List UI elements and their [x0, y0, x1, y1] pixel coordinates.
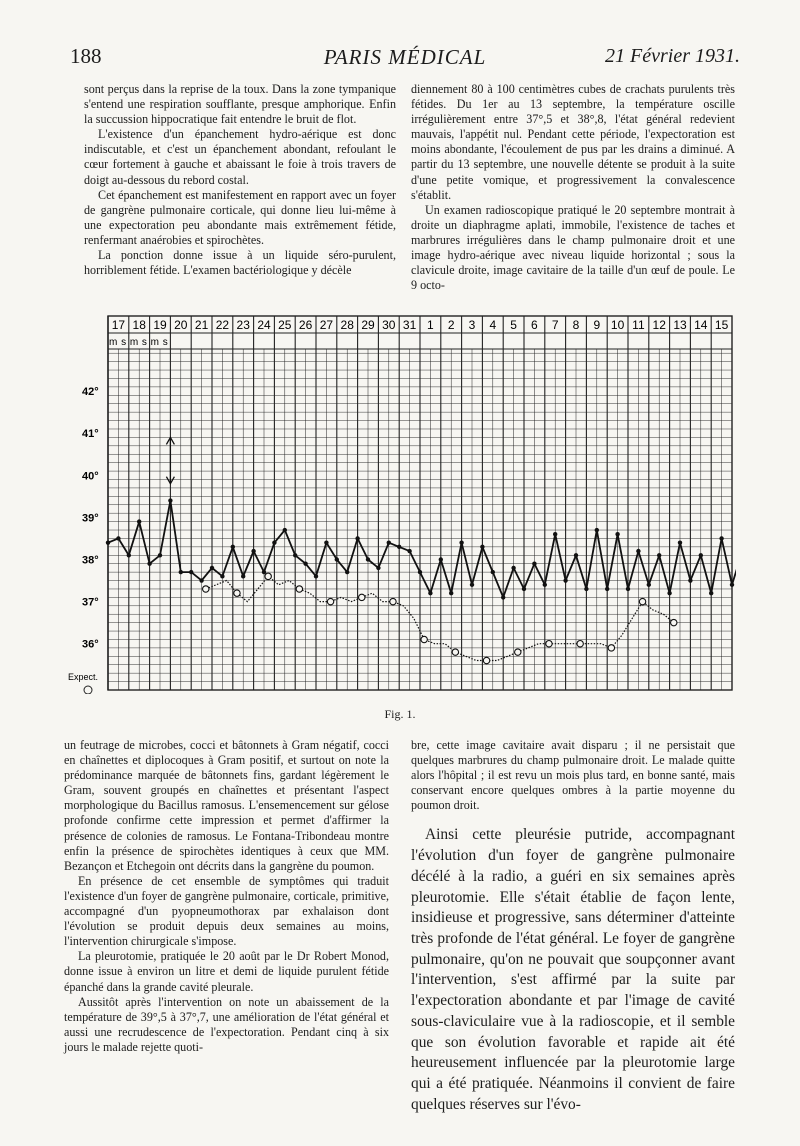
- pulse-point: [265, 573, 271, 579]
- paragraph: bre, cette image cavitaire avait disparu ; il ne persistait que quelques marbrures du champ pulmonaire droit. Le malade quitte alors l'hôpital ; il est revu un mois plus tard, en bonne santé, mais conservant encore quelques ombres à la partie moyenne du poumon droit.: [411, 738, 735, 813]
- temperature-point: [543, 583, 547, 587]
- day-label: 13: [673, 318, 687, 332]
- temperature-point: [491, 570, 495, 574]
- figure-caption: Fig. 1.: [384, 707, 416, 721]
- day-label: 28: [340, 318, 354, 332]
- temperature-point: [179, 570, 183, 574]
- temperature-point: [522, 587, 526, 591]
- column-top-right: [411, 82, 735, 293]
- temperature-point: [168, 498, 172, 502]
- pulse-point: [546, 640, 552, 646]
- day-label: 4: [489, 318, 497, 332]
- column-top-left: [84, 82, 396, 278]
- temperature-point: [730, 583, 734, 587]
- paragraph: Un examen radioscopique pratiqué le 20 septembre montrait à droite un diaphragme aplati, immobile, l'existence de taches et marbrures irrégulières dans le champ pulmonaire droit et une image hydro-aérique avec niveau liquide horizontal ; sous la clavicule droite, image cavitaire de la taille d'un œuf de poule. Le 9 octo-: [411, 202, 735, 293]
- temperature-point: [574, 553, 578, 557]
- pulse-point: [296, 586, 302, 592]
- temperature-point: [293, 553, 297, 557]
- paragraph: Aussitôt après l'intervention on note un abaissement de la température de 39°,5 à 37°,7, une amélioration de l'état général et aussi une recrudescence de l'expectoration. Pendant cinq à six jours le malade rejette quoti-: [64, 994, 389, 1054]
- temperature-point: [335, 557, 339, 561]
- temperature-point: [220, 574, 224, 578]
- expect-marker: [84, 686, 92, 694]
- temperature-point: [636, 549, 640, 553]
- day-label: 10: [610, 318, 625, 332]
- temperature-point: [231, 545, 235, 549]
- temperature-point: [595, 528, 599, 532]
- temperature-point: [563, 578, 567, 582]
- temperature-point: [137, 519, 141, 523]
- temperature-point: [584, 587, 588, 591]
- temperature-point: [158, 553, 162, 557]
- paragraph: sont perçus dans la reprise de la toux. Dans la zone tympanique s'entend une respiration soufflante, presque amphorique. Enfin la succussion hippocratique fait entendre le bruit de flot.: [84, 82, 396, 127]
- temperature-point: [387, 540, 391, 544]
- temperature-point: [449, 591, 453, 595]
- day-label: 9: [593, 318, 601, 332]
- temperature-point: [459, 540, 463, 544]
- day-label: 14: [694, 318, 708, 332]
- day-label: 29: [361, 318, 375, 332]
- temperature-point: [283, 528, 287, 532]
- y-tick-label: 38°: [82, 554, 99, 567]
- temperature-point: [480, 545, 484, 549]
- day-label: 22: [215, 318, 230, 332]
- day-label: 1: [427, 318, 434, 332]
- temperature-point: [418, 570, 422, 574]
- temperature-point: [678, 540, 682, 544]
- temperature-point: [553, 532, 557, 536]
- pulse-point: [483, 657, 489, 663]
- temperature-point: [241, 574, 245, 578]
- pulse-point: [608, 645, 614, 651]
- temperature-point: [345, 570, 349, 574]
- temperature-point: [532, 562, 536, 566]
- pulse-point: [452, 649, 458, 655]
- column-bottom-right: [411, 738, 735, 1115]
- temperature-point: [470, 583, 474, 587]
- ms-label: s: [141, 337, 147, 348]
- temperature-point: [251, 549, 255, 553]
- temperature-point: [127, 553, 131, 557]
- temperature-point: [116, 536, 120, 540]
- day-label: 11: [632, 318, 645, 332]
- pulse-point: [639, 598, 645, 604]
- y-tick-label: 42°: [82, 386, 99, 399]
- ms-label: m: [150, 337, 159, 348]
- temperature-point: [324, 540, 328, 544]
- temperature-point: [199, 578, 203, 582]
- day-label: 18: [132, 318, 146, 332]
- journal-title: PARIS MÉDICAL: [323, 45, 487, 69]
- pulse-point: [671, 619, 677, 625]
- temperature-point: [709, 591, 713, 595]
- issue-date: 21 Février 1931.: [605, 45, 740, 67]
- day-label: 19: [153, 318, 167, 332]
- temperature-point: [147, 562, 151, 566]
- day-label: 6: [531, 318, 538, 332]
- paragraph: un feutrage de microbes, cocci et bâtonnets à Gram négatif, cocci en chaînettes et diplocoques à Gram positif, et surtout on note la prédominance marquée de bâtonnets fins, gardant légèrement le Gram, souvent groupés en chaînettes et présentant l'aspect morphologique du Bacillus ramosus. L'ensemencement sur gélose profonde confirme cette impression et permet d'affirmer la présence de colonies de ramosus. Le Fontana-Tribondeau montre enfin la présence de spirochètes identiques à ceux que MM. Bezançon et Etchegoin ont décrits dans la gangrène du poumon.: [64, 738, 389, 873]
- expect-label: Expect.: [68, 672, 99, 682]
- day-label: 12: [652, 318, 666, 332]
- temperature-point: [501, 595, 505, 599]
- page-header: [70, 44, 740, 72]
- day-label: 3: [468, 318, 476, 332]
- pulse-point: [234, 590, 240, 596]
- temperature-point: [657, 553, 661, 557]
- day-label: 25: [278, 318, 292, 332]
- temperature-point: [439, 557, 443, 561]
- day-label: 27: [319, 318, 334, 332]
- paragraph: L'existence d'un épanchement hydro-aérique est donc indiscutable, et c'est un épanchement abondant, refoulant le cœur fortement à gauche et abaissant le foie à trois travers de doigt au-dessous du rebord costal.: [84, 127, 396, 187]
- temperature-point: [272, 540, 276, 544]
- paragraph: La ponction donne issue à un liquide séro-purulent, horriblement fétide. L'examen bactériologique y décèle: [84, 248, 396, 278]
- temperature-point: [688, 578, 692, 582]
- temperature-point: [615, 532, 619, 536]
- temperature-point: [376, 566, 380, 570]
- y-tick-label: 37°: [82, 596, 99, 609]
- temperature-point: [303, 562, 307, 566]
- ms-label: s: [162, 337, 168, 348]
- y-tick-label: 40°: [82, 470, 99, 483]
- y-tick-label: 41°: [82, 428, 99, 441]
- day-label: 8: [572, 318, 580, 332]
- temperature-point: [366, 557, 370, 561]
- temperature-point: [106, 540, 110, 544]
- column-bottom-left: [64, 738, 389, 1055]
- temperature-chart-svg: [66, 314, 736, 694]
- temperature-point: [189, 570, 193, 574]
- day-label: 5: [510, 318, 517, 332]
- day-label: 24: [257, 318, 271, 332]
- day-label: 7: [551, 318, 559, 332]
- temperature-point: [719, 536, 723, 540]
- temperature-point: [511, 566, 515, 570]
- day-label: 21: [194, 318, 209, 332]
- temperature-point: [210, 566, 214, 570]
- day-label: 31: [402, 318, 417, 332]
- y-tick-label: 39°: [82, 512, 99, 525]
- paragraph-large: Ainsi cette pleurésie putride, accompagnant l'évolution d'un foyer de gangrène pulmonaire décélé à la radio, a guéri en six semaines après pleurotomie. Elle s'était établie de façon lente, insidieuse et progressive, sans déterminer d'atteinte très profonde de l'état général. Le foyer de gangrène pulmonaire, qu'on ne pouvait que soupçonner avant l'intervention, s'est affirmé par la suite par l'expectoration abondante et par l'image de cavité sous-claviculaire vue à la radioscopie, et il semble que son évolution favorable et rapide ait été heureusement influencée par la pleurotomie large qui a été pratiquée. Néanmoins il convient de faire quelques réserves sur l'évo-: [411, 826, 735, 1113]
- temperature-point: [397, 545, 401, 549]
- temperature-point: [314, 574, 318, 578]
- y-tick-label: 36°: [82, 638, 99, 651]
- day-label: 23: [236, 318, 250, 332]
- paragraph: En présence de cet ensemble de symptômes qui traduit l'existence d'un foyer de gangrène pulmonaire, corticale, primitive, accompagné d'un pyopneumothorax par exhalaison dont l'évolution se produit depuis deux semaines au moins, l'intervention chirurgicale s'impose.: [64, 873, 389, 949]
- pulse-point: [421, 636, 427, 642]
- pulse-point: [577, 640, 583, 646]
- ms-label: m: [109, 337, 118, 348]
- day-label: 15: [714, 318, 729, 332]
- paragraph: diennement 80 à 100 centimètres cubes de crachats purulents très fétides. Du 1er au 13 septembre, la température oscille irrégulièrement entre 37°,5 et 38°,8, l'état général redevient mauvais, l'appétit nul. Pendant cette période, l'expectoration est moins abondante, l'écoulement de pus par les drains a diminué. A partir du 13 septembre, une nouvelle détente se produit à la suite d'une petite vomique, et progressivement la convalescence s'établit.: [411, 82, 735, 202]
- paragraph: Cet épanchement est manifestement en rapport avec un foyer de gangrène pulmonaire corticale, qui donne lieu lui-même à une expectoration peu abondante mais extrêmement fétide, renfermant anaérobies et spirochètes.: [84, 187, 396, 247]
- paragraph: La pleurotomie, pratiquée le 20 août par le Dr Robert Monod, donne issue à environ un litre et demi de liquide purulent fétide épanché dans la grande cavité pleurale.: [64, 949, 389, 994]
- temperature-point: [626, 587, 630, 591]
- pulse-point: [327, 598, 333, 604]
- temperature-point: [667, 591, 671, 595]
- page-number: 188: [70, 44, 102, 68]
- temperature-point: [647, 583, 651, 587]
- pulse-point: [359, 594, 365, 600]
- day-label: 17: [111, 318, 126, 332]
- temperature-chart: [66, 314, 736, 694]
- pulse-point: [515, 649, 521, 655]
- day-label: 20: [174, 318, 188, 332]
- temperature-point: [699, 553, 703, 557]
- temperature-point: [355, 536, 359, 540]
- temperature-point: [605, 587, 609, 591]
- day-label: 2: [447, 318, 455, 332]
- temperature-point: [428, 591, 432, 595]
- ms-label: m: [129, 337, 139, 348]
- day-label: 26: [298, 318, 313, 332]
- day-label: 30: [382, 318, 396, 332]
- pulse-point: [390, 598, 396, 604]
- pulse-point: [203, 586, 209, 592]
- ms-label: s: [121, 337, 127, 348]
- temperature-point: [407, 549, 411, 553]
